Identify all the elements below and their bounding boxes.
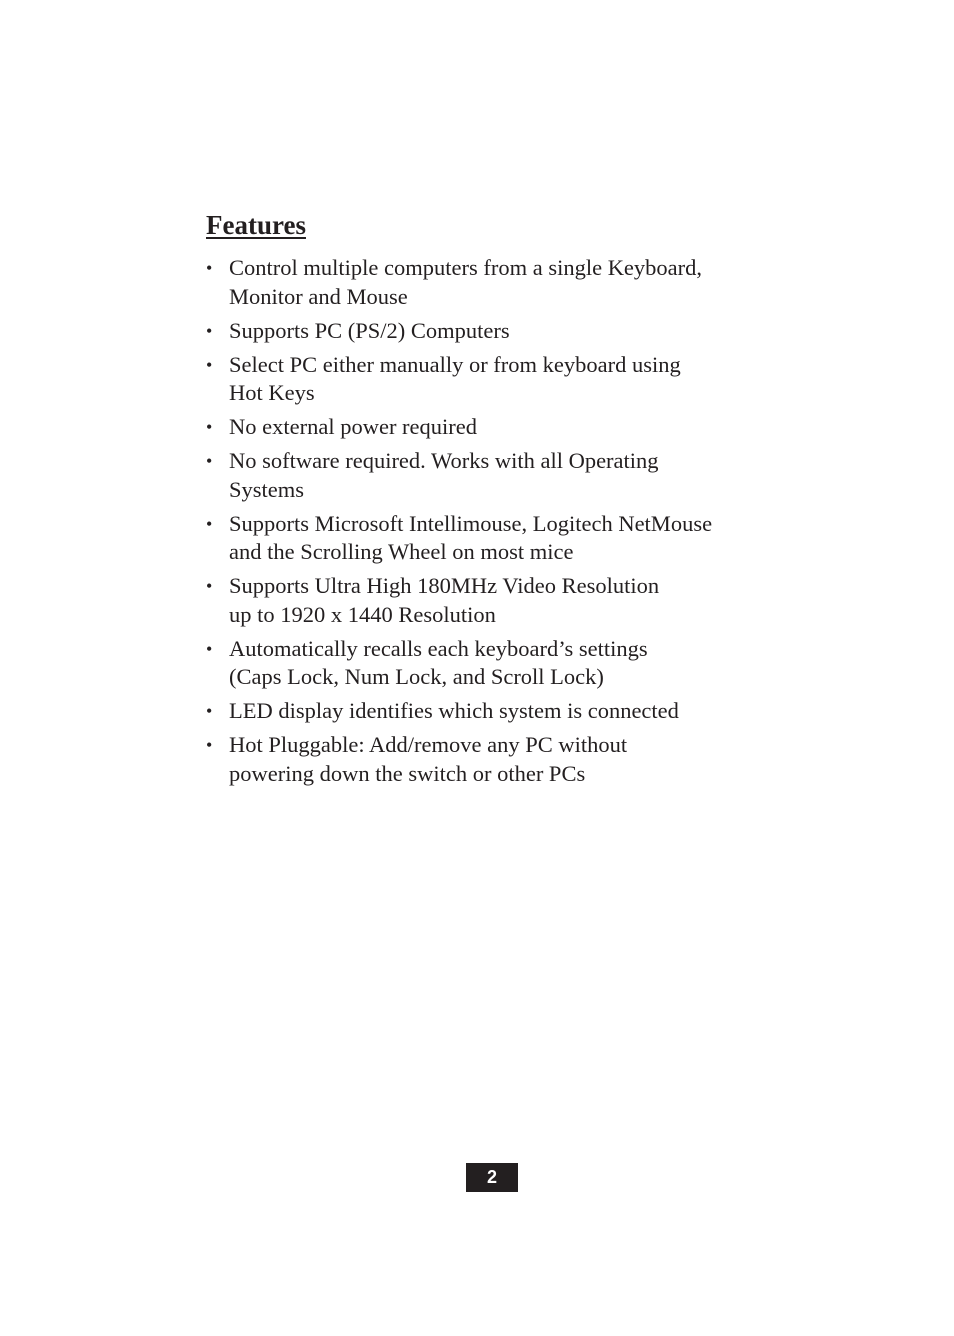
feature-item	[206, 572, 766, 629]
section-heading: Features	[206, 210, 306, 240]
feature-item	[206, 697, 766, 726]
feature-item	[206, 254, 766, 311]
feature-text: No external power required	[229, 414, 478, 439]
bullet-icon: •	[206, 451, 213, 471]
feature-item	[206, 317, 766, 346]
page-content	[206, 206, 766, 794]
bullet-icon: •	[206, 258, 213, 278]
feature-text: No software required. Works with all Operating Systems	[229, 448, 659, 502]
bullet-icon: •	[206, 320, 213, 341]
feature-text: Control multiple computers from a single Keyboard, Monitor and Mouse	[229, 255, 703, 309]
page-number: 2	[466, 1163, 518, 1192]
bullet-icon: •	[206, 576, 213, 596]
bullet-icon: •	[206, 735, 213, 755]
feature-list	[206, 254, 766, 788]
bullet-icon: •	[206, 701, 213, 721]
feature-text: Supports PC (PS/2) Computers	[229, 317, 510, 343]
feature-item	[206, 731, 766, 788]
feature-item	[206, 635, 766, 692]
bullet-icon: •	[206, 417, 213, 437]
feature-item	[206, 510, 766, 567]
feature-text: Select PC either manually or from keyboard using Hot Keys	[229, 351, 681, 405]
bullet-icon: •	[206, 638, 213, 659]
feature-text: LED display identifies which system is connected	[229, 698, 679, 723]
feature-item	[206, 351, 766, 408]
bullet-icon: •	[206, 513, 213, 534]
feature-text: Supports Microsoft Intellimouse, Logitech NetMouse and the Scrolling Wheel on most mice	[229, 510, 713, 564]
feature-text: Hot Pluggable: Add/remove any PC without powering down the switch or other PCs	[229, 732, 628, 786]
feature-item	[206, 413, 766, 442]
feature-text: Supports Ultra High 180MHz Video Resolution up to 1920 x 1440 Resolution	[229, 573, 660, 627]
bullet-icon: •	[206, 354, 213, 375]
feature-text: Automatically recalls each keyboard’s settings (Caps Lock, Num Lock, and Scroll Lock)	[229, 635, 648, 689]
feature-item	[206, 447, 766, 504]
